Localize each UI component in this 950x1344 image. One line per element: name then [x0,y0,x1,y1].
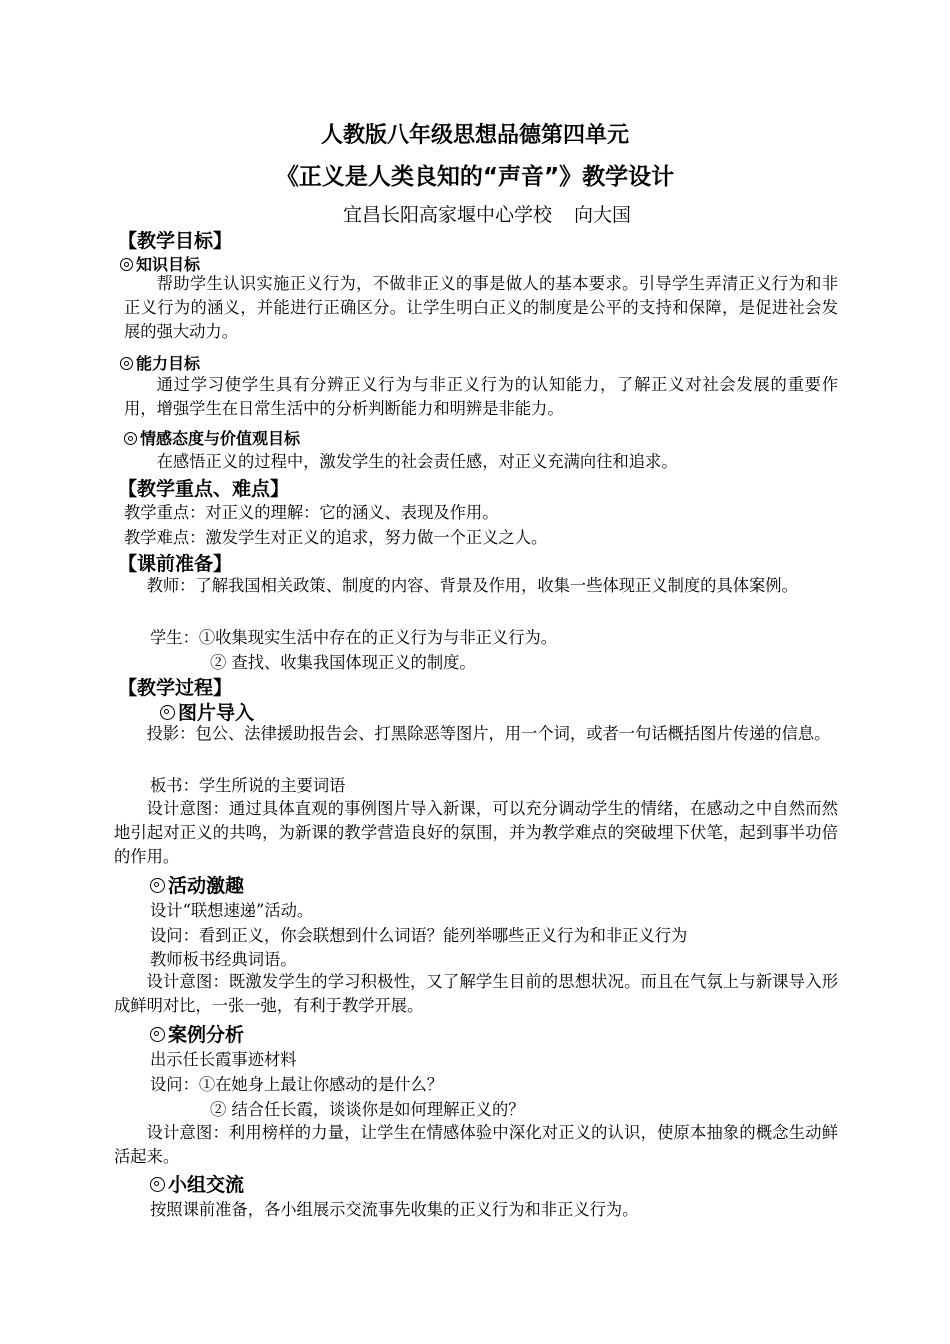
case-line-2: 设问：①在她身上最让你感动的是什么？ [150,1075,444,1094]
activity-line-1: 设计“联想速递”活动。 [150,901,314,920]
paragraph-projection: 投影：包公、法律援助报告会、打黑除恶等图片，用一个词，或者一句话概括图片传递的信息。 [146,724,831,743]
case-line-1: 出示任长霞事迹材料 [150,1050,297,1069]
paragraph-intent-2: 设计意图：既激发学生的学习积极性，又了解学生目前的思想状况。而且在气氛上与新课导入形成鲜明对比，一张一弛，有利于教学开展。 [114,972,838,1015]
double-circle-icon [120,357,133,370]
doc-title-line2: 《正义是人类良知的“声音”》教学设计 [275,164,675,190]
group-line-1: 按照课前准备，各小组展示交流事先收集的正义行为和非正义行为。 [150,1200,639,1219]
section-heading-goals: 【教学目标】 [118,230,233,252]
school-name: 宜昌长阳高家堰中心学校 [343,204,553,226]
subheading-ability: 能力目标 [120,351,200,374]
double-circle-icon [150,1177,165,1192]
subheading-picture-intro: 图片导入 [160,698,254,725]
student-preparation-1: 学生：①收集现实生活中存在的正义行为与非正义行为。 [150,628,558,647]
section-heading-process: 【教学过程】 [118,677,233,699]
board-writing: 板书：学生所说的主要词语 [150,776,346,795]
teacher-preparation: 教师：了解我国相关政策、制度的内容、背景及作用，收集一些体现正义制度的具体案例。 [146,576,798,595]
paragraph-intent-1: 设计意图：通过具体直观的事例图片导入新课，可以充分调动学生的情绪，在感动之中自然而然地引起对正义的共鸣，为新课的教学营造良好的氛围，并为教学难点的突破埋下伏笔，起到事半功倍的作用。 [114,799,838,866]
teaching-focus: 教学重点：对正义的理解：它的涵义、表现及作用。 [124,503,499,522]
case-line-3: ② 结合任长霞，谈谈你是如何理解正义的？ [210,1100,525,1119]
double-circle-icon [120,258,133,271]
paragraph-ability: 通过学习使学生具有分辨正义行为与非正义行为的认知能力，了解正义对社会发展的重要作用，增强学生在日常生活中的分析判断能力和明辨是非能力。 [124,375,838,418]
double-circle-icon [124,432,137,445]
activity-line-3: 教师板书经典词语。 [150,950,297,969]
teaching-difficulty: 教学难点：激发学生对正义的追求，努力做一个正义之人。 [124,528,548,547]
subheading-group-exchange: 小组交流 [150,1170,244,1197]
paragraph-intent-3: 设计意图：利用榜样的力量，让学生在情感体验中深化对正义的认识，使原本抽象的概念生动鲜活起来。 [114,1123,838,1166]
subheading-activity: 活动激趣 [150,871,244,898]
subheading-knowledge: 知识目标 [120,252,200,275]
double-circle-icon [160,705,175,720]
double-circle-icon [150,1027,165,1042]
paragraph-knowledge: 帮助学生认识实施正义行为，不做非正义的事是做人的基本要求。引导学生弄清正义行为和非正义行为的涵义，并能进行正确区分。让学生明白正义的制度是公平的支持和保障，是促进社会发展的强大动力。 [124,274,838,341]
double-circle-icon [150,878,165,893]
doc-title-line1: 人教版八年级思想品德第四单元 [320,123,629,148]
paragraph-emotion: 在感悟正义的过程中，激发学生的社会责任感，对正义充满向往和追求。 [156,452,678,471]
activity-line-2: 设问：看到正义，你会联想到什么词语？能列举哪些正义行为和非正义行为 [150,926,688,945]
student-preparation-2: ② 查找、收集我国体现正义的制度。 [210,653,476,672]
subheading-emotion: 情感态度与价值观目标 [124,426,300,449]
section-heading-keypoints: 【教学重点、难点】 [118,478,290,500]
subheading-case-analysis: 案例分析 [150,1020,244,1047]
author-name: 向大国 [574,204,632,226]
author-line [343,200,631,227]
section-heading-preparation: 【课前准备】 [118,553,233,575]
